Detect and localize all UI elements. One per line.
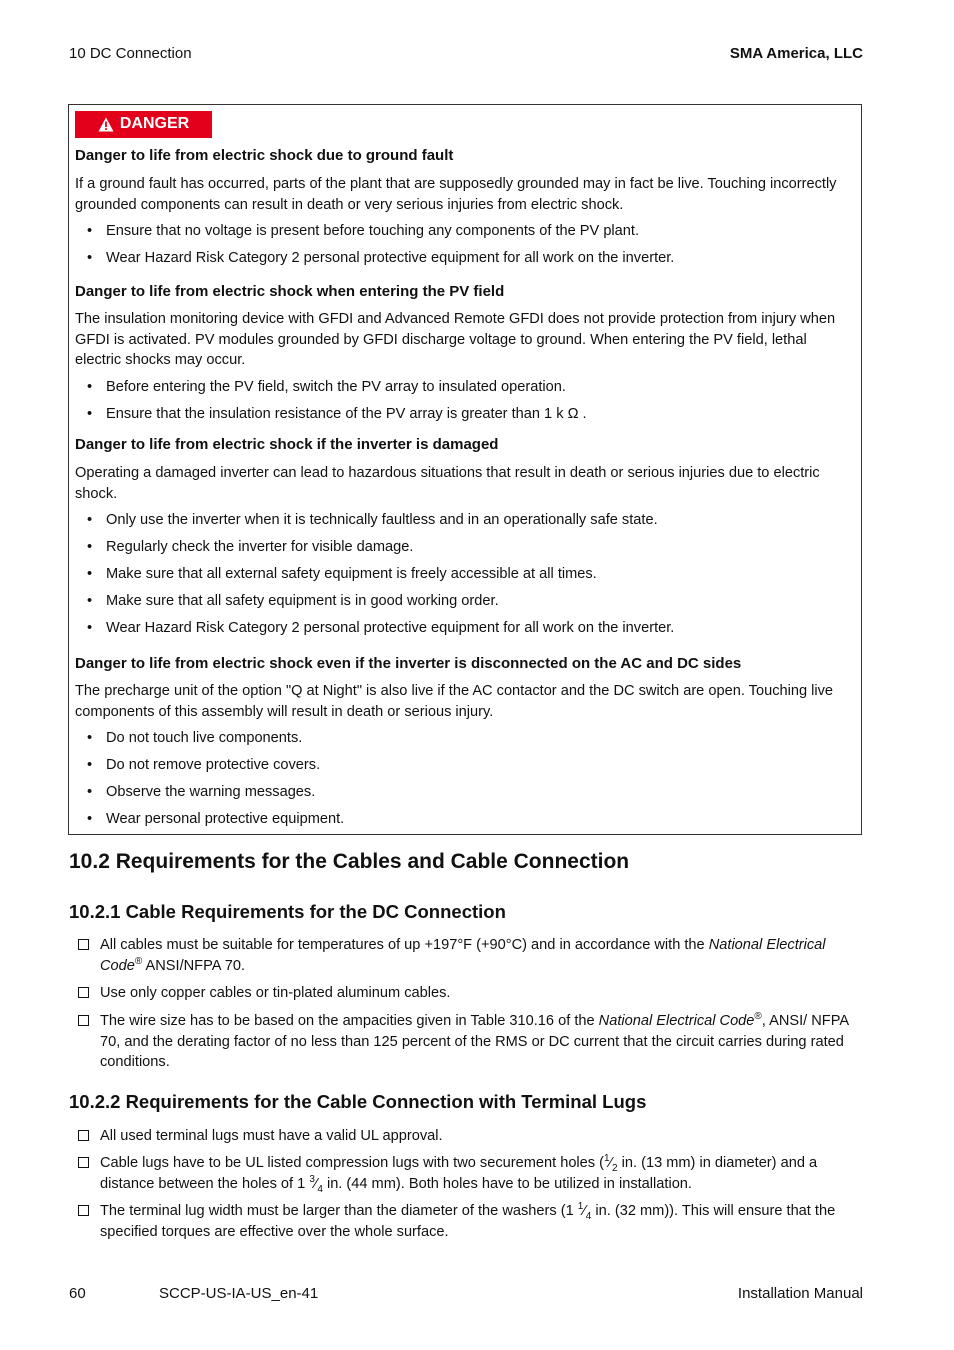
danger-section-title: Danger to life from electric shock due to ground fault <box>75 147 454 164</box>
requirement-text <box>100 1153 862 1194</box>
footer-doc-id: SCCP-US-IA-US_en-41 <box>159 1285 319 1302</box>
danger-section-title: Danger to life from electric shock even if the inverter is disconnected on the AC and DC sides <box>75 655 742 672</box>
danger-section-pv-field <box>75 282 855 428</box>
fraction-denominator: 4 <box>585 1210 592 1222</box>
text-run: ANSI/NFPA 70. <box>142 957 246 974</box>
text-run: The wire size has to be based on the ampacities given in Table 310.16 of the <box>100 1013 599 1029</box>
requirement-text: All used terminal lugs must have a valid UL approval. <box>100 1128 443 1144</box>
danger-section-text: If a ground fault has occurred, parts of the plant that are supposedly grounded may in fact be live. Touching incorrectly grounded components can result in death or very serious injuries from electric shock. <box>75 176 837 213</box>
danger-section-text: The precharge unit of the option "Q at Night" is also live if the AC contactor and the DC switch are open. Touching live components of this assembly will result in death or serious injury. <box>75 683 834 720</box>
footer-page-number: 60 <box>69 1285 86 1302</box>
checkbox-icon <box>78 1157 89 1168</box>
list-item: • Ensure that no voltage is present before touching any components of the PV plant. <box>75 218 855 245</box>
checkbox-icon <box>78 1205 89 1216</box>
fraction-denominator: 2 <box>612 1162 618 1174</box>
requirement-text <box>100 935 862 976</box>
fraction-slash: ⁄ <box>609 1155 613 1171</box>
requirement-text <box>100 1011 862 1073</box>
requirement-item <box>78 1153 862 1194</box>
danger-section-disconnected <box>75 654 855 833</box>
fraction-numerator: 1 <box>604 1153 610 1165</box>
fraction-numerator: 3 <box>309 1173 315 1185</box>
text-run-italic: National Electrical Code <box>598 1013 755 1029</box>
requirement-text <box>100 1201 862 1242</box>
danger-section-ground-fault <box>75 146 855 272</box>
danger-section-text: The insulation monitoring device with GFDI and Advanced Remote GFDI does not provide protection from injury when GFDI is activated. PV modules grounded by GFDI discharge voltage to ground. When entering the PV field, lethal electric shocks may occur. <box>75 311 836 368</box>
danger-bullet-list <box>75 725 855 833</box>
requirement-item <box>78 1201 862 1242</box>
text-run: All cables must be suitable for temperatures of up +197°F (+90°C) and in accordance with the <box>100 937 709 953</box>
list-item: • Ensure that the insulation resistance of the PV array is greater than 1 k Ω . <box>75 401 855 428</box>
list-item: • Make sure that all external safety equipment is freely accessible at all times. <box>75 561 855 588</box>
danger-section-damaged-inverter <box>75 435 855 642</box>
list-item: • Observe the warning messages. <box>75 779 855 806</box>
list-item: • Wear Hazard Risk Category 2 personal protective equipment for all work on the inverter. <box>75 245 855 272</box>
list-item: • Make sure that all safety equipment is in good working order. <box>75 588 855 615</box>
text-run: Cable lugs have to be UL listed compression lugs with two securement holes ( <box>100 1155 605 1171</box>
list-item: • Wear Hazard Risk Category 2 personal protective equipment for all work on the inverter. <box>75 615 855 642</box>
requirement-text: Use only copper cables or tin-plated aluminum cables. <box>100 985 451 1001</box>
text-run-italic: National Electrical Code <box>100 937 826 974</box>
list-item: • Wear personal protective equipment. <box>75 806 855 833</box>
danger-badge <box>75 111 212 138</box>
footer-doc-title: Installation Manual <box>737 1285 863 1302</box>
checkbox-icon <box>78 1130 89 1141</box>
text-run: in. (44 mm). Both holes have to be utilized in installation. <box>322 1175 692 1192</box>
registered-mark: ® <box>134 955 143 967</box>
checkbox-icon <box>78 1015 89 1026</box>
danger-label: DANGER <box>119 115 190 133</box>
section-heading-10-2-2: 10.2.2 Requirements for the Cable Connection with Terminal Lugs <box>69 1091 647 1112</box>
section-heading-10-2-1: 10.2.1 Cable Requirements for the DC Connection <box>69 901 506 922</box>
list-item: • Before entering the PV field, switch the PV array to insulated operation. <box>75 374 855 401</box>
list-item: • Regularly check the inverter for visible damage. <box>75 534 855 561</box>
list-item: • Do not remove protective covers. <box>75 752 855 779</box>
danger-section-title: Danger to life from electric shock if the inverter is damaged <box>75 436 499 453</box>
header-company: SMA America, LLC <box>729 45 863 62</box>
registered-mark: ® <box>754 1011 762 1023</box>
requirement-item <box>78 983 862 1004</box>
requirement-item <box>78 1011 862 1073</box>
danger-section-text: Operating a damaged inverter can lead to hazardous situations that result in death or serious injuries due to electric shock. <box>75 465 820 502</box>
fraction-slash: ⁄ <box>314 1175 318 1192</box>
warning-triangle-icon <box>98 117 114 132</box>
danger-box <box>68 104 862 835</box>
text-run: , ANSI/ NFPA 70, and the derating factor of no less than 125 percent of the RMS or DC current that the circuit carries during rated conditions. <box>100 1013 849 1070</box>
text-run: in. (32 mm)). This will ensure that the specified torques are effective over the whole surface. <box>100 1203 836 1240</box>
text-run: The terminal lug width must be larger than the diameter of the washers (1 <box>100 1203 578 1219</box>
requirement-item <box>78 935 862 976</box>
fraction-numerator: 1 <box>577 1201 584 1213</box>
danger-bullet-list <box>75 507 855 642</box>
requirement-item <box>78 1126 862 1147</box>
fraction-denominator: 4 <box>317 1183 323 1195</box>
danger-section-title: Danger to life from electric shock when entering the PV field <box>75 283 505 300</box>
list-item: • Only use the inverter when it is technically faultless and in an operationally safe state. <box>75 507 855 534</box>
list-item: • Do not touch live components. <box>75 725 855 752</box>
text-run: in. (13 mm) in diameter) and a distance between the holes of 1 <box>100 1155 818 1192</box>
danger-bullet-list <box>75 374 855 428</box>
danger-bullet-list <box>75 218 855 272</box>
header-chapter: 10 DC Connection <box>69 45 192 62</box>
checkbox-icon <box>78 939 89 950</box>
checkbox-icon <box>78 987 89 998</box>
fraction-slash: ⁄ <box>583 1203 586 1219</box>
section-heading-10-2: 10.2 Requirements for the Cables and Cable Connection <box>69 850 630 873</box>
